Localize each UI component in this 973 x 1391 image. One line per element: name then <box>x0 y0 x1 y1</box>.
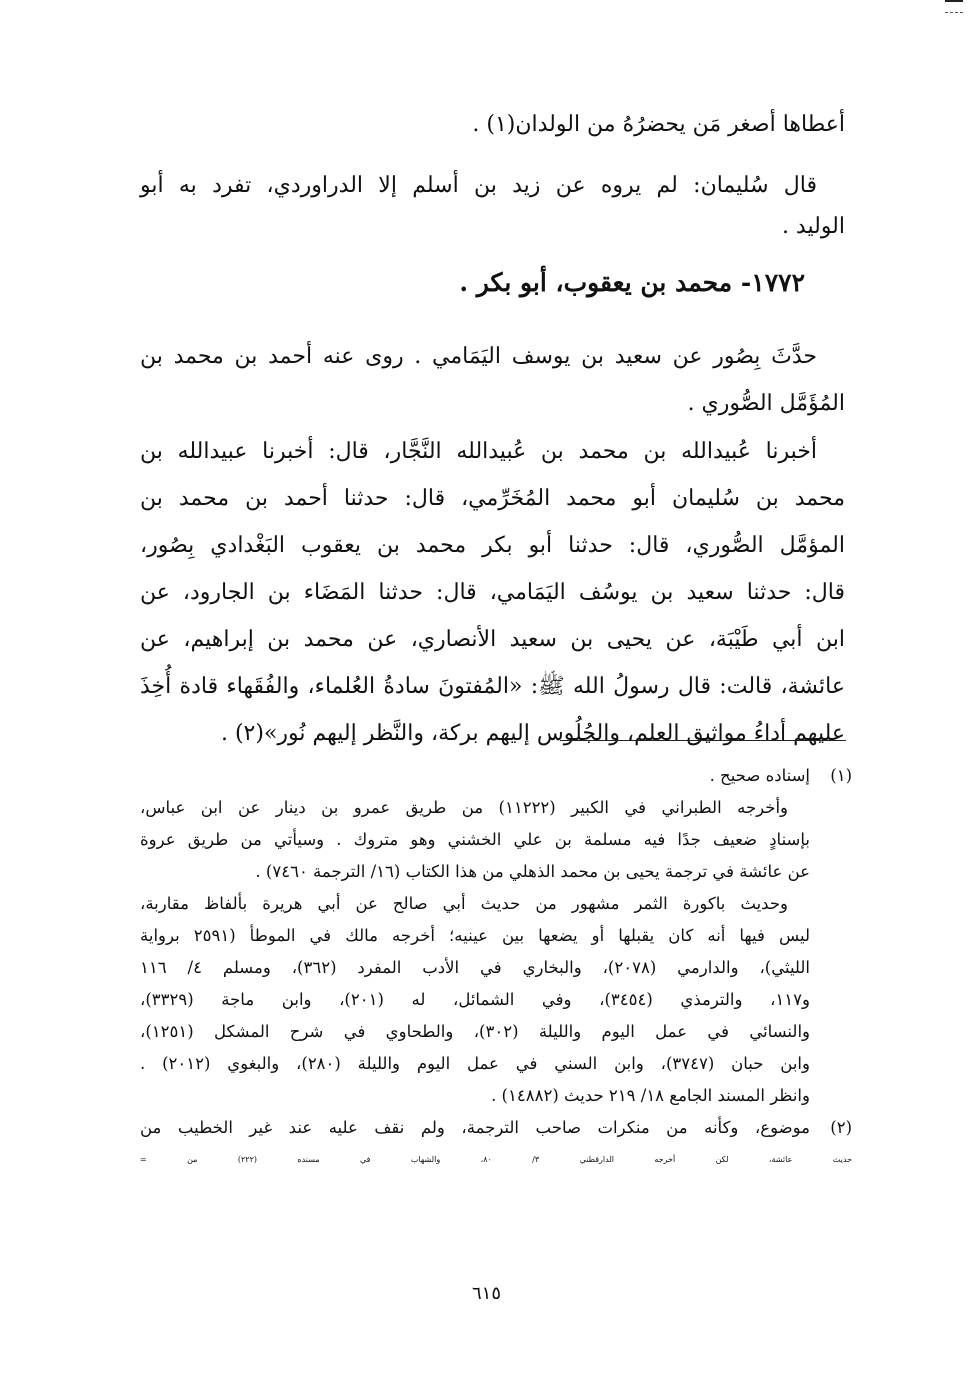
footnote-1 <box>140 760 852 1112</box>
scan-corner-mark <box>945 0 963 13</box>
footnote-line: عن عائشة في ترجمة يحيى بن محمد الذهلي من هذا الكتاب (١٦/ الترجمة ٧٤٦٠) . <box>255 862 810 881</box>
page-number: ٦١٥ <box>471 1283 501 1304</box>
footnote-separator <box>560 740 846 741</box>
footnote-body <box>140 1112 852 1176</box>
bio-line-1: حدَّثَ بِصُور عن سعيد بن يوسف اليَمَامي . روى عنه أحمد بن محمد بن <box>140 344 817 369</box>
hadith-line-5: ابن أبي طَيْبَة، عن يحيى بن سعيد الأنصاري، عن محمد بن إبراهيم، عن <box>140 627 845 652</box>
footnote-line: وأخرجه الطبراني في الكبير (١١٢٢٢) من طريق عمرو بن دينار عن ابن عباس، <box>140 798 789 817</box>
comment-line-2: الوليد . <box>781 214 845 239</box>
bio-paragraph <box>140 333 845 427</box>
footnote-number: (٢) <box>830 1118 852 1137</box>
footnote-line: و١١٧، والترمذي (٣٤٥٤)، وفي الشمائل، له (٢٠١)، وابن ماجة (٣٣٢٩)، <box>140 990 810 1009</box>
footnote-line: موضوع، وكأنه من منكرات صاحب الترجمة، ولم نقف عليه عند غير الخطيب من <box>140 1118 810 1137</box>
hadith-paragraph <box>140 428 845 757</box>
footnote-number: (١) <box>830 766 852 785</box>
footnote-line: ليس فيها أنه كان يقبلها أو يضعها بين عينيه؛ أخرجه مالك في الموطأ (٢٥٩١ برواية <box>140 926 810 945</box>
hadith-line-4: قال: حدثنا سعيد بن يوسُف اليَمَامي، قال: حدثنا المَضَاء بن الجارود، عن <box>140 580 845 605</box>
intro-line: أعطاها أصغر مَن يحضرُهُ من الولدان(١) . <box>472 112 845 137</box>
footnote-line: وانظر المسند الجامع ١٨/ ٢١٩ حديث (١٤٨٨٢) . <box>491 1086 810 1105</box>
footnote-line: وابن حبان (٣٧٤٧)، وابن السني في عمل اليوم والليلة (٢٨٠)، والبغوي (٢٠١٢) . <box>140 1054 810 1073</box>
footnote-line: والنسائي في عمل اليوم والليلة (٣٠٢)، والطحاوي في شرح المشكل (١٢٥١)، <box>140 1022 810 1041</box>
footnote-line: الليثي)، والدارمي (٢٠٧٨)، والبخاري في الأدب المفرد (٣٦٢)، ومسلم ٤/ ١١٦ <box>140 958 810 977</box>
footnote-body <box>140 760 810 1112</box>
hadith-line-6: عائشة، قالت: قال رسولُ الله ﷺ: «المُفتونَ سادةُ العُلماء، والفُقَهاء قادة أُخِذَ <box>140 674 845 699</box>
hadith-line-1: أخبرنا عُبيدالله بن محمد بن عُبيدالله النَّجَّار، قال: أخبرنا عبيدالله بن <box>140 439 817 464</box>
entry-heading: ١٧٧٢- محمد بن يعقوب، أبو بكر . <box>459 268 805 297</box>
hadith-line-3: المؤمَّل الصُّوري، قال: حدثنا أبو بكر محمد بن يعقوب البَغْدادي بِصُور، <box>140 533 845 558</box>
sulayman-comment <box>140 162 845 250</box>
hadith-line-7: عليهم أداءُ مواثيق العلم، والجُلُوس إليهم بركة، والنَّظر إليهم نُور»(٢) . <box>220 721 845 746</box>
intro-text <box>140 101 845 148</box>
hadith-line-2: محمد بن سُليمان أبو محمد المُخَرِّمي، قال: حدثنا أحمد بن محمد بن <box>140 486 845 511</box>
footnote-line: حديث عائشة، لكن أخرجه الدارقطني ٣/ ٨٠، والشهاب في مسنده (٢٢٢) من = <box>140 1155 852 1164</box>
footnote-2 <box>140 1112 852 1176</box>
footnote-line: إسناده صحيح . <box>709 766 810 785</box>
footnote-line: بإسنادٍ ضعيف جدًا فيه مسلمة بن علي الخشني وهو متروك . وسيأتي من طريق عروة <box>140 830 810 849</box>
footnote-line: وحديث باكورة الثمر مشهور من حديث أبي صالح عن أبي هريرة بألفاظ مقاربة، <box>140 894 788 913</box>
footnotes <box>140 760 852 1176</box>
comment-line-1: قال سُليمان: لم يروه عن زيد بن أسلم إلا الدراوردي، تفرد به أبو <box>140 173 817 198</box>
bio-line-2: المُؤَمَّل الصُّوري . <box>687 391 845 416</box>
